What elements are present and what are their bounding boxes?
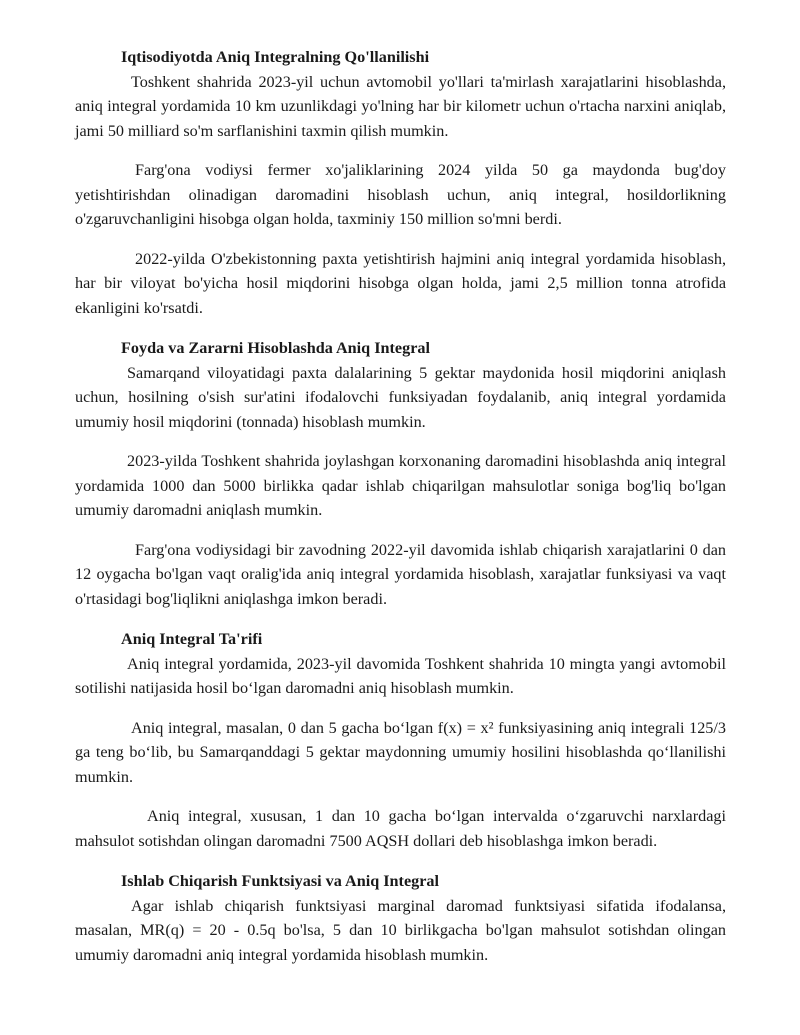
section-heading: Ishlab Chiqarish Funktsiyasi va Aniq Integral (121, 872, 440, 890)
paragraph: Aniq integral yordamida, 2023-yil davomida Toshkent shahrida 10 mingta yangi avtomobil sotilishi natijasida hosil bo‘lgan daromadni aniq hisoblash mumkin. (75, 654, 726, 697)
paragraph: Toshkent shahrida 2023-yil uchun avtomobil yo'llari ta'mirlash xarajatlarini hisoblashda, aniq integral yordamida 10 km uzunlikdagi yo'lning har bir kilometr uchun o'rtacha narxini aniqlab, jami 50 milliard so'm sarflanishini taxmin qilish mumkin. (75, 72, 726, 140)
paragraph: Farg'ona vodiysi fermer xo'jaliklarining 2024 yilda 50 ga maydonda bug'doy yetishtirishdan olinadigan daromadini hisoblash uchun, aniq integral, hosildorlikning o'zgaruvchanligini hisobga olgan holda, taxminiy 150 million so'mni berdi. (75, 161, 726, 228)
document-body (75, 45, 726, 967)
section-heading: Foyda va Zararni Hisoblashda Aniq Integral (121, 339, 430, 357)
section-heading: Iqtisodiyotda Aniq Integralning Qo'llanilishi (121, 48, 430, 66)
paragraph: Agar ishlab chiqarish funktsiyasi marginal daromad funktsiyasi sifatida ifodalansa, masalan, MR(q) = 20 - 0.5q bo'lsa, 5 dan 10 birlikgacha bo'lgan mahsulot sotishdan olingan umumiy daromadni aniq integral yordamida hisoblash mumkin. (75, 896, 726, 964)
paragraph: Farg'ona vodiysidagi bir zavodning 2022-yil davomida ishlab chiqarish xarajatlarini 0 dan 12 oygacha bo'lgan vaqt oralig'ida aniq integral yordamida hisoblash, xarajatlar funksiyasi va vaqt o'rtasidagi bog'liqlikni aniqlashga imkon beradi. (75, 540, 726, 608)
paragraph: 2022-yilda O'zbekistonning paxta yetishtirish hajmini aniq integral yordamida hisoblash, har bir viloyat bo'yicha hosil miqdorini hisobga olgan holda, jami 2,5 million tonna atrofida ekanligini ko'rsatdi. (75, 249, 726, 317)
paragraph: 2023-yilda Toshkent shahrida joylashgan korxonaning daromadini hisoblashda aniq integral yordamida 1000 dan 5000 birlikka qadar ishlab chiqarilgan mahsulotlar soniga bog'liq bo'lgan umumiy daromadni aniqlash mumkin. (75, 452, 726, 519)
paragraph: Samarqand viloyatidagi paxta dalalarining 5 gektar maydonida hosil miqdorini aniqlash uchun, hosilning o'sish sur'atini ifodalovchi funksiyadan foydalanib, aniq integral yordamida umumiy hosil miqdorini (tonnada) hisoblash mumkin. (75, 363, 726, 431)
paragraph: Aniq integral, xususan, 1 dan 10 gacha bo‘lgan intervalda o‘zgaruvchi narxlardagi mahsulot sotishdan olingan daromadni 7500 AQSH dollari deb hisoblashga imkon beradi. (75, 807, 726, 850)
paragraph: Aniq integral, masalan, 0 dan 5 gacha bo‘lgan f(x) = x² funksiyasining aniq integrali 125/3 ga teng bo‘lib, bu Samarqanddagi 5 gektar maydonning umumiy hosilini hisoblashda qo‘llanilishi mumkin. (75, 718, 726, 786)
section-heading: Aniq Integral Ta'rifi (121, 630, 263, 648)
